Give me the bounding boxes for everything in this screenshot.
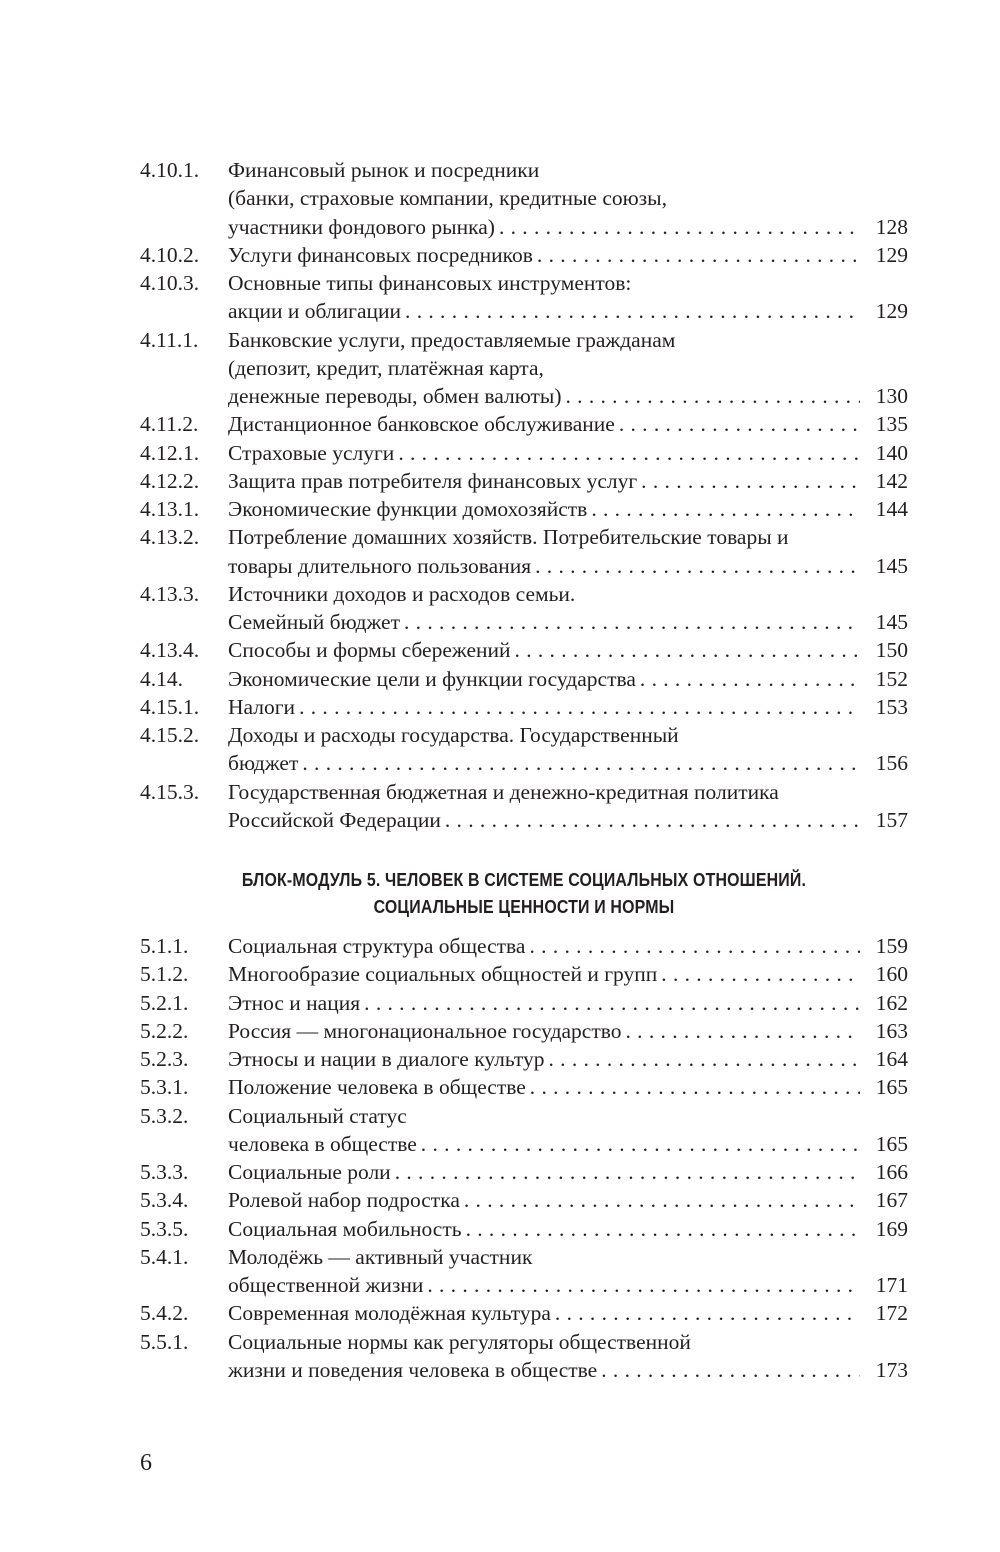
toc-entry[interactable] (140, 467, 908, 495)
entry-number: 5.2.3. (140, 1047, 189, 1071)
dot-leader (423, 1271, 860, 1299)
entry-number: 4.14. (140, 666, 183, 691)
entry-number: 4.13.3. (140, 581, 200, 606)
page-number: 6 (140, 1450, 152, 1476)
entry-title: (депозит, кредит, платёжная карта, (228, 355, 544, 380)
toc-entry[interactable] (140, 1158, 908, 1186)
entry-number: 4.13.1. (140, 497, 200, 521)
entry-page: 173 (875, 1357, 908, 1382)
entry-page: 129 (875, 299, 908, 324)
entry-title: Социальные нормы как регуляторы общественной (228, 1329, 691, 1354)
entry-title: товары длительного пользования (228, 553, 532, 578)
dot-leader (544, 1045, 860, 1073)
entry-title: Этнос и нация (228, 990, 361, 1015)
toc-entry[interactable] (140, 1299, 908, 1327)
entry-title: Государственная бюджетная и денежно-кредитная политика (228, 779, 779, 804)
entry-page: 145 (875, 610, 908, 634)
entry-title: Молодёжь — активный участник (228, 1244, 533, 1269)
entry-title: Этносы и нации в диалоге культур (228, 1047, 545, 1071)
dot-leader (360, 989, 860, 1017)
entry-title: жизни и поведения человека в обществе (228, 1357, 598, 1382)
entry-number: 5.5.1. (140, 1329, 189, 1354)
dot-leader (525, 932, 860, 960)
entry-title: Дистанционное банковское обслуживание (228, 412, 615, 437)
entry-title: Основные типы финансовых инструментов: (228, 271, 632, 295)
entry-title: Многообразие социальных общностей и групп (228, 962, 658, 987)
dot-leader (597, 1356, 860, 1384)
entry-title: бюджет (228, 751, 299, 776)
dot-leader (400, 608, 860, 636)
entry-number: 4.10.3. (140, 271, 200, 295)
dot-leader (615, 410, 860, 438)
entry-title: Услуги финансовых посредников (228, 242, 533, 267)
dot-leader (561, 382, 860, 410)
entry-number: 5.3.3. (140, 1160, 189, 1184)
dot-leader (462, 1215, 860, 1243)
entry-number: 4.12.1. (140, 440, 200, 465)
entry-title: человека в обществе (228, 1131, 417, 1156)
dot-leader (636, 665, 860, 693)
entry-title: Потребление домашних хозяйств. Потребительские товары и (228, 525, 789, 550)
entry-title: Социальный статус (228, 1103, 407, 1128)
toc-entry[interactable] (140, 1243, 908, 1300)
entry-number: 5.4.1. (140, 1244, 189, 1269)
entry-number: 5.3.5. (140, 1216, 189, 1241)
entry-title: Банковские услуги, предоставляемые гражданам (228, 327, 676, 352)
toc-entry[interactable] (140, 693, 908, 721)
toc-entry[interactable] (140, 1045, 908, 1073)
entry-page: 128 (875, 214, 908, 239)
entry-page: 160 (875, 962, 908, 987)
dot-leader (551, 1299, 860, 1327)
dot-leader (526, 1073, 860, 1101)
toc-entry[interactable] (140, 241, 908, 269)
entry-number: 4.15.1. (140, 694, 200, 719)
entry-title: Страховые услуги (228, 440, 395, 465)
entry-title: участники фондового рынка) (228, 214, 495, 239)
entry-title: Российской Федерации (228, 807, 441, 832)
dot-leader (295, 693, 860, 721)
toc-entry[interactable] (140, 326, 908, 411)
dot-leader (401, 297, 860, 325)
entry-number: 5.3.4. (140, 1188, 189, 1213)
entry-page: 166 (875, 1160, 908, 1184)
entry-title: Социальная структура общества (228, 934, 526, 958)
entry-page: 167 (875, 1188, 908, 1213)
toc-entry[interactable] (140, 721, 908, 778)
dot-leader (511, 636, 860, 664)
entry-title: Семейный бюджет (228, 610, 400, 634)
toc-entry[interactable] (140, 1073, 908, 1101)
entry-title: Способы и формы сбережений (228, 638, 511, 663)
toc-section-4 (140, 156, 908, 834)
entry-page: 171 (875, 1273, 908, 1297)
entry-number: 4.11.2. (140, 412, 199, 437)
toc-entry[interactable] (140, 778, 908, 835)
entry-title: Ролевой набор подростка (228, 1188, 460, 1213)
toc-entry[interactable] (140, 1328, 908, 1385)
entry-page: 172 (875, 1301, 908, 1326)
entry-number: 4.15.3. (140, 779, 200, 804)
heading-line: БЛОК-МОДУЛЬ 5. ЧЕЛОВЕК В СИСТЕМЕ СОЦИАЛЬНЫХ ОТНОШЕНИЙ. (241, 869, 807, 890)
toc-entry[interactable] (140, 523, 908, 580)
toc-entry[interactable] (140, 932, 908, 960)
toc-entry[interactable] (140, 1017, 908, 1045)
entry-page: 129 (875, 242, 908, 267)
toc-entry[interactable] (140, 410, 908, 438)
dot-leader (441, 806, 860, 834)
heading-line: СОЦИАЛЬНЫЕ ЦЕННОСТИ И НОРМЫ (373, 896, 675, 917)
entry-page: 145 (875, 553, 908, 578)
toc-entry[interactable] (140, 665, 908, 693)
toc-entry[interactable] (140, 1102, 908, 1159)
dot-leader (622, 1017, 861, 1045)
entry-page: 150 (875, 638, 908, 663)
entry-page: 164 (875, 1047, 908, 1071)
entry-page: 140 (875, 440, 908, 465)
entry-page: 144 (875, 497, 908, 521)
entry-title: Социальные роли (228, 1160, 391, 1184)
entry-number: 5.2.2. (140, 1018, 189, 1043)
dot-leader (587, 495, 860, 523)
entry-number: 5.3.1. (140, 1075, 189, 1100)
section-5-heading (194, 866, 854, 920)
dot-leader (495, 213, 860, 241)
entry-title: акции и облигации (228, 299, 402, 324)
dot-leader (417, 1130, 860, 1158)
toc-entry[interactable] (140, 636, 908, 664)
toc-entry[interactable] (140, 960, 908, 988)
entry-page: 135 (875, 412, 908, 437)
entry-title: Россия — многонациональное государство (228, 1018, 622, 1043)
entry-page: 165 (875, 1131, 908, 1156)
entry-number: 4.11.1. (140, 327, 199, 352)
entry-number: 5.2.1. (140, 990, 189, 1015)
entry-page: 142 (875, 468, 908, 493)
entry-title: Источники доходов и расходов семьи. (228, 581, 576, 606)
entry-title: денежные переводы, обмен валюты) (228, 384, 562, 408)
entry-number: 5.3.2. (140, 1103, 189, 1128)
entry-page: 130 (875, 384, 908, 408)
entry-title: общественной жизни (228, 1273, 424, 1297)
toc-entry[interactable] (140, 269, 908, 326)
entry-page: 153 (875, 694, 908, 719)
toc-entry[interactable] (140, 580, 908, 637)
entry-number: 4.13.4. (140, 638, 200, 663)
toc-entry[interactable] (140, 1186, 908, 1214)
toc-entry[interactable] (140, 1215, 908, 1243)
entry-title: (банки, страховые компании, кредитные союзы, (228, 186, 667, 211)
dot-leader (460, 1186, 860, 1214)
toc-entry[interactable] (140, 156, 908, 241)
entry-title: Защита прав потребителя финансовых услуг (228, 468, 638, 493)
entry-page: 159 (875, 934, 908, 958)
entry-title: Экономические функции домохозяйств (228, 497, 588, 521)
entry-page: 162 (875, 990, 908, 1015)
entry-number: 4.13.2. (140, 525, 200, 550)
dot-leader (637, 467, 860, 495)
entry-number: 4.12.2. (140, 468, 200, 493)
entry-number: 4.10.1. (140, 158, 200, 182)
dot-leader (391, 1158, 860, 1186)
entry-number: 5.4.2. (140, 1301, 189, 1326)
dot-leader (394, 439, 860, 467)
toc-section-5 (140, 932, 908, 1384)
entry-page: 163 (875, 1018, 908, 1043)
entry-title: Положение человека в обществе (228, 1075, 526, 1100)
entry-title: Доходы и расходы государства. Государственный (228, 723, 679, 747)
toc-entry[interactable] (140, 495, 908, 523)
entry-page: 156 (875, 751, 908, 776)
entry-number: 5.1.1. (140, 934, 189, 958)
toc-entry[interactable] (140, 989, 908, 1017)
entry-title: Налоги (228, 694, 296, 719)
entry-title: Современная молодёжная культура (228, 1301, 551, 1326)
dot-leader (657, 960, 860, 988)
entry-page: 152 (875, 666, 908, 691)
dot-leader (533, 241, 860, 269)
entry-title: Экономические цели и функции государства (228, 666, 636, 691)
dot-leader (531, 552, 860, 580)
toc-entry[interactable] (140, 439, 908, 467)
entry-number: 4.10.2. (140, 242, 200, 267)
entry-title: Социальная мобильность (228, 1216, 462, 1241)
entry-page: 169 (875, 1216, 908, 1241)
dot-leader (298, 749, 860, 777)
entry-page: 157 (875, 807, 908, 832)
entry-page: 165 (875, 1075, 908, 1100)
entry-number: 5.1.2. (140, 962, 189, 987)
entry-title: Финансовый рынок и посредники (228, 158, 540, 182)
entry-number: 4.15.2. (140, 723, 200, 747)
